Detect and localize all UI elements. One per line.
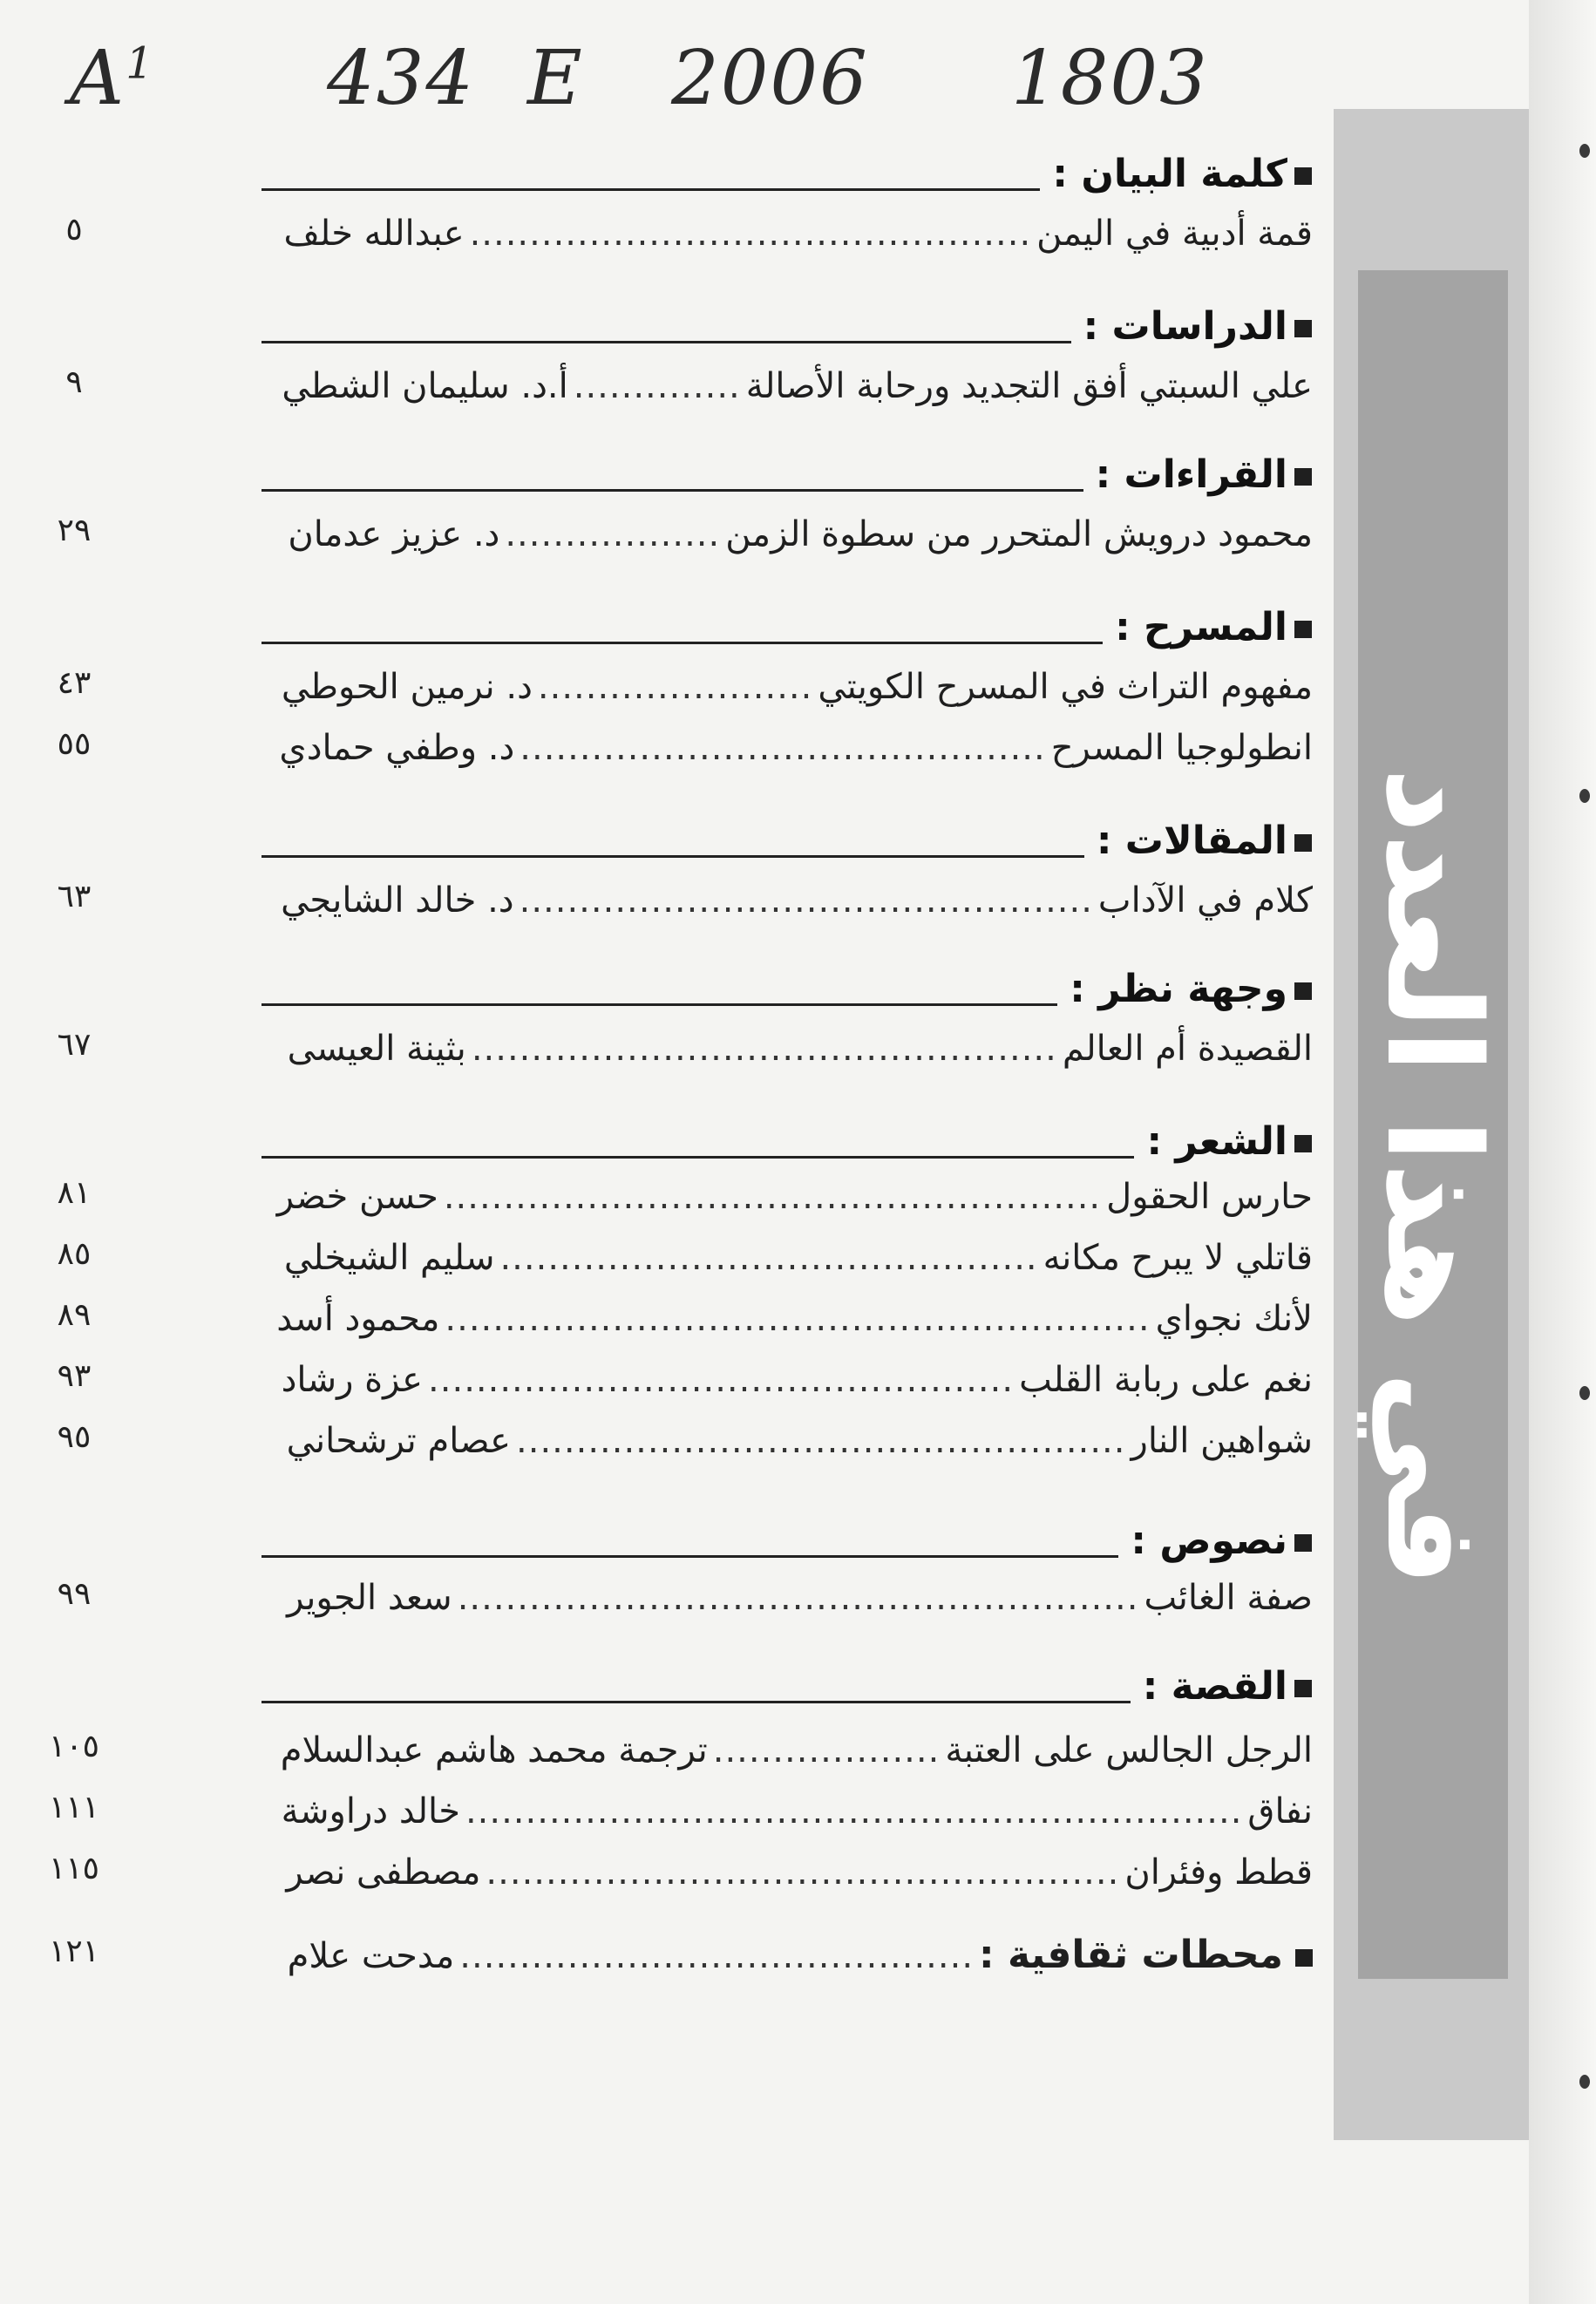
- toc-entry-final[interactable]: [0, 1927, 1596, 1984]
- page-number: ١٠٥: [48, 1729, 99, 1764]
- handwritten-code-letter: E: [527, 35, 584, 122]
- dot-leader: .......................: [537, 667, 813, 707]
- section-rule: [261, 855, 1084, 858]
- section-rule: [261, 1003, 1057, 1006]
- dot-leader: ................................................: [519, 880, 1093, 921]
- entry-line: [249, 1783, 1313, 1840]
- entry-line: [249, 872, 1313, 929]
- section-bullet-icon: [1294, 834, 1312, 852]
- toc-entry[interactable]: [0, 1168, 1596, 1226]
- entry-author: مدحت علام: [287, 1936, 455, 1976]
- entry-author: حسن خضر: [276, 1177, 438, 1217]
- section-bullet-icon: [1295, 1949, 1313, 1967]
- section-bullet-icon: [1294, 1534, 1312, 1552]
- dot-leader: ...................: [712, 1730, 941, 1770]
- entry-line: [249, 1168, 1313, 1226]
- toc-entry[interactable]: [0, 1783, 1596, 1840]
- entry-line: [249, 1927, 1313, 1984]
- section-header: [261, 1661, 1312, 1713]
- section-bullet-icon: [1294, 320, 1312, 337]
- entry-line: [249, 506, 1313, 563]
- section-header: [261, 1116, 1312, 1168]
- entry-title[interactable]: قمة أدبية في اليمن: [1036, 214, 1313, 254]
- dot-leader: .................................................: [471, 1029, 1057, 1069]
- entry-line: [249, 1844, 1313, 1901]
- toc-entry[interactable]: [0, 872, 1596, 929]
- entry-title[interactable]: محمود درويش المتحرر من سطوة الزمن: [725, 514, 1313, 554]
- page-number: ٩٥: [57, 1419, 92, 1455]
- page-number: ٦٣: [57, 879, 92, 914]
- dot-leader: ............................................: [520, 728, 1046, 768]
- section-title: نصوص :: [1131, 1519, 1287, 1563]
- section-title: وجهة نظر :: [1070, 967, 1287, 1011]
- handwritten-code-number: 434: [327, 35, 476, 122]
- entry-title[interactable]: نفاق: [1247, 1791, 1313, 1832]
- entry-author: سليم الشيخلي: [283, 1238, 495, 1278]
- entry-line: [249, 1351, 1313, 1409]
- side-banner-title: في هذا العدد: [1358, 767, 1508, 1587]
- section-rule: [261, 1701, 1131, 1703]
- entry-author: مصطفى نصر: [286, 1852, 481, 1893]
- page-number: ٥: [65, 212, 83, 248]
- entry-author: أ.د. سليمان الشطي: [282, 366, 568, 406]
- toc-entry[interactable]: [0, 719, 1596, 777]
- handwritten-code-a: $A^1$: [70, 35, 155, 122]
- section-bullet-icon: [1294, 167, 1312, 185]
- entry-title[interactable]: حارس الحقول: [1106, 1177, 1313, 1217]
- entry-author: سعد الجوير: [287, 1578, 452, 1618]
- entry-author: خالد دراوشة: [281, 1791, 460, 1832]
- entry-line: [249, 1722, 1313, 1779]
- entry-author: عبدالله خلف: [283, 214, 465, 254]
- entry-author: بثينة العيسى: [287, 1029, 466, 1069]
- section-rule: [261, 341, 1071, 343]
- entry-line: [249, 1290, 1313, 1348]
- page-number: ١١١: [48, 1790, 99, 1825]
- page-number: ١١٥: [48, 1851, 99, 1886]
- dot-leader: ..............: [573, 366, 741, 406]
- section-title: المقالات :: [1096, 819, 1287, 863]
- entry-author: د. نرمين الحوطي: [281, 667, 533, 707]
- dot-leader: .....................................................: [486, 1852, 1120, 1893]
- page-number: ٩٣: [57, 1358, 92, 1394]
- page-number: ٩: [65, 364, 83, 400]
- toc-entry[interactable]: [0, 357, 1596, 415]
- section-rule: [261, 188, 1040, 191]
- entry-line: [249, 205, 1313, 262]
- section-header: [261, 449, 1312, 501]
- toc-entry[interactable]: [0, 1569, 1596, 1627]
- section-title: المسرح :: [1115, 605, 1287, 649]
- entry-title[interactable]: علي السبتي أفق التجديد ورحابة الأصالة: [745, 366, 1313, 406]
- dot-leader: .................................................: [428, 1360, 1015, 1400]
- section-title: الشعر :: [1146, 1119, 1287, 1164]
- entry-title[interactable]: كلام في الآداب: [1097, 880, 1313, 921]
- section-rule: [261, 642, 1103, 644]
- entry-title[interactable]: شواهين النار: [1131, 1421, 1313, 1461]
- entry-title[interactable]: مفهوم التراث في المسرح الكويتي: [818, 667, 1313, 707]
- section-title: القراءات :: [1095, 452, 1287, 497]
- page-number: ٥٥: [57, 726, 92, 762]
- entry-title[interactable]: قطط وفئران: [1124, 1852, 1313, 1893]
- entry-line: [249, 1412, 1313, 1470]
- entry-author: د. وطفي حمادي: [279, 728, 515, 768]
- dot-leader: ...............................................: [469, 214, 1032, 254]
- dot-leader: ...........................................................: [445, 1299, 1151, 1339]
- entry-line: [249, 1569, 1313, 1627]
- handwritten-year: 2006: [671, 35, 869, 122]
- section-header: [261, 601, 1312, 654]
- entry-author: عصام ترشحاني: [286, 1421, 512, 1461]
- page-number: ٩٩: [57, 1576, 92, 1612]
- handwritten-index: 1803: [1011, 35, 1209, 122]
- toc-entry[interactable]: [0, 1290, 1596, 1348]
- toc-entry[interactable]: [0, 658, 1596, 716]
- toc-entry[interactable]: [0, 1412, 1596, 1470]
- entry-author: محمود أسد: [276, 1299, 440, 1339]
- entry-line: [249, 658, 1313, 716]
- section-title: كلمة البيان :: [1052, 152, 1287, 196]
- section-header: [261, 815, 1312, 867]
- section-header: [261, 963, 1312, 1016]
- entry-title[interactable]: انطولوجيا المسرح: [1050, 728, 1313, 768]
- dot-leader: .......................................................: [443, 1177, 1102, 1217]
- dot-leader: ...................................................: [516, 1421, 1126, 1461]
- section-bullet-icon: [1294, 1135, 1312, 1152]
- dot-leader: .................................................................: [465, 1791, 1243, 1832]
- toc-entry[interactable]: [0, 1020, 1596, 1077]
- entry-author: د. خالد الشايجي: [281, 880, 514, 921]
- page-number: ٢٩: [57, 513, 92, 548]
- toc-entry[interactable]: [0, 1351, 1596, 1409]
- page-number: ٦٧: [57, 1027, 92, 1063]
- entry-title[interactable]: القصيدة أم العالم: [1062, 1029, 1313, 1069]
- entry-line: [249, 719, 1313, 777]
- toc-entry[interactable]: [0, 205, 1596, 262]
- entry-author: د. عزيز عدمان: [288, 514, 500, 554]
- section-header: [261, 148, 1312, 200]
- section-bullet-icon: [1294, 468, 1312, 486]
- entry-title[interactable]: صفة الغائب: [1144, 1578, 1313, 1618]
- entry-author: ترجمة محمد هاشم عبدالسلام: [280, 1730, 708, 1770]
- page-number: ٨٥: [57, 1236, 92, 1272]
- section-header: [261, 1515, 1312, 1567]
- toc-entry[interactable]: [0, 1844, 1596, 1901]
- section-bullet-icon: [1294, 982, 1312, 1000]
- entry-line: [249, 1229, 1313, 1287]
- section-title: القصة :: [1142, 1664, 1287, 1709]
- dot-leader: ...........................................: [459, 1936, 975, 1976]
- section-title[interactable]: محطات ثقافية :: [979, 1933, 1283, 1977]
- dot-leader: ..................: [505, 514, 721, 554]
- dot-leader: .........................................................: [457, 1578, 1139, 1618]
- entry-title[interactable]: نغم على ربابة القلب: [1019, 1360, 1313, 1400]
- page-number: ٨٩: [57, 1297, 92, 1333]
- entry-author: عزة رشاد: [281, 1360, 424, 1400]
- section-rule: [261, 1156, 1134, 1159]
- toc-entry[interactable]: [0, 506, 1596, 563]
- entry-line: [249, 357, 1313, 415]
- section-rule: [261, 1555, 1118, 1558]
- section-rule: [261, 489, 1083, 492]
- page-number: ٤٣: [57, 665, 92, 701]
- entry-title[interactable]: لأنك نجواي: [1155, 1299, 1313, 1339]
- toc-entry[interactable]: [0, 1722, 1596, 1779]
- section-header: [261, 301, 1312, 353]
- section-title: الدراسات :: [1083, 304, 1287, 349]
- section-bullet-icon: [1294, 1680, 1312, 1697]
- page-number: ١٢١: [48, 1934, 99, 1969]
- entry-line: [249, 1020, 1313, 1077]
- page-number: ٨١: [57, 1175, 92, 1211]
- entry-title[interactable]: الرجل الجالس على العتبة: [945, 1730, 1313, 1770]
- section-bullet-icon: [1294, 621, 1312, 638]
- dot-leader: .............................................: [499, 1238, 1038, 1278]
- toc-entry[interactable]: [0, 1229, 1596, 1287]
- entry-title[interactable]: قاتلي لا يبرح مكانه: [1042, 1238, 1313, 1278]
